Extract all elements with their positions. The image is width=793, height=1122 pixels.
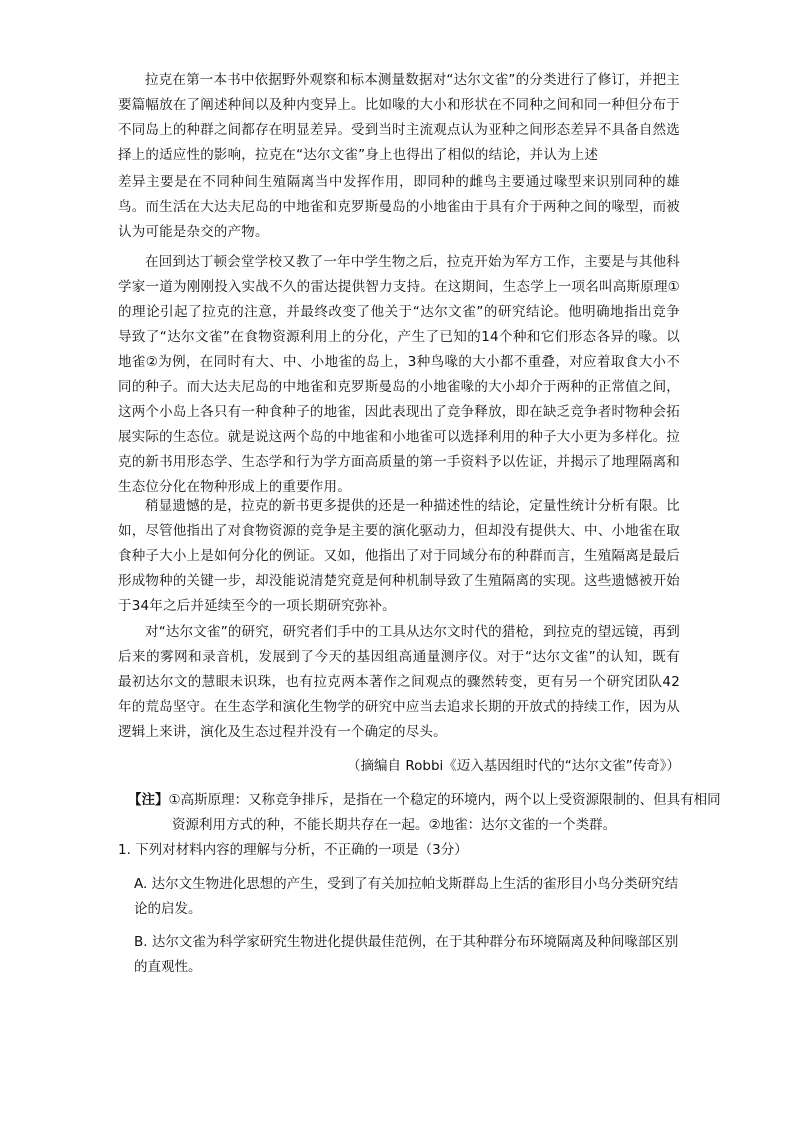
option-a: A. 达尔文生物进化思想的产生，受到了有关加拉帕戈斯群岛上生活的雀形目小鸟分类研究结论的启发。 — [134, 876, 679, 917]
paragraph-2: 在回到达丁顿会堂学校又教了一年中学生物之后，拉克开始为军方工作，主要是与其他科学家一道为刚刚投入实战不久的雷达提供智力支持。在这期间，生态学上一项名叫高斯原理①的理论引起了拉克的注意，并最终改变了他关于“达尔文雀”的研究结论。他明确地指出竞争导致了“达尔文雀”在食物资源利用上的分化，产生了已知的14个种和它们形态各异的喙。以地雀②为例，在同时有大、中、小地雀的岛上，3种鸟喙的大小都不重叠，对应着取食大小不同的种子。而大达夫尼岛的中地雀和克罗斯曼岛的小地雀喙的大小却介于两种的正常值之间，这两个小岛上各只有一种食种子的地雀，因此表现出了竞争释放，即在缺乏竞争者时物种会拓展实际的生态位。就是说这两个岛的中地雀和小地雀可以选择利用的种子大小更为多样化。拉克的新书用形态学、生态学和行为学方面高质量的第一手资料予以佐证，并揭示了地理隔离和生态位分化在物种形成上的重要作用。 — [118, 254, 680, 495]
paragraph-4: 对“达尔文雀”的研究，研究者们手中的工具从达尔文时代的猎枪，到拉克的望远镜，再到后来的雾网和录音机，发展到了今天的基因组高通量测序仪。对于“达尔文雀”的认知，既有最初达尔文的慧眼未识珠，也有拉克两本著作之间观点的骤然转变，更有另一个研究团队42年的荒岛坚守。在生态学和演化生物学的研究中应当去追求长期的开放式的持续工作，因为从逻辑上来讲，演化及生态过程并没有一个确定的尽头。 — [118, 624, 680, 740]
footnote — [128, 788, 724, 838]
paragraph-1: 拉克在第一本书中依据野外观察和标本测量数据对“达尔文雀”的分类进行了修订，并把主要篇幅放在了阐述种间以及种内变异上。比如喙的大小和形状在不同种之间和同一种但分布于不同岛上的种群之间都存在明显差异。受到当时主流观点认为亚种之间形态差异不具备自然选择上的适应性的影响，拉克在“达尔文雀”身上也得出了相似的结论，并认为上述 — [118, 72, 680, 163]
paragraph-3: 稍显遗憾的是，拉克的新书更多提供的还是一种描述性的结论，定量性统计分析有限。比如，尽管他指出了对食物资源的竞争是主要的演化驱动力，但却没有提供大、中、小地雀在取食种子大小上是如何分化的例证。又如，他指出了对于同域分布的种群而言，生殖隔离是最后形成物种的关键一步，却没能说清楚究竟是何种机制导致了生殖隔离的实现。这些遗憾被开始于34年之后并延续至今的一项长期研究弥补。 — [118, 498, 680, 614]
footnote-label: 【注】 — [128, 792, 169, 808]
question-stem: 1. 下列对材料内容的理解与分析，不正确的一项是（3分） — [118, 842, 468, 858]
paragraph-1-continued: 差异主要是在不同种间生殖隔离当中发挥作用，即同种的雌鸟主要通过喙型来识别同种的雄鸟。而生活在大达夫尼岛的中地雀和克罗斯曼岛的小地雀由于具有介于两种之间的喙型，而被认为可能是杂交的产物。 — [118, 174, 680, 240]
source-citation: （摘编自 Robbi《迈入基因组时代的“达尔文雀”传奇》） — [347, 758, 680, 774]
option-b: B. 达尔文雀为科学家研究生物进化提供最佳范例，在于其种群分布环境隔离及种间喙部区别的直观性。 — [134, 934, 679, 975]
footnote-text: ①高斯原理：又称竞争排斥，是指在一个稳定的环境内，两个以上受资源限制的、但具有相同资源利用方式的种，不能长期共存在一起。②地雀：达尔文雀的一个类群。 — [168, 792, 721, 833]
